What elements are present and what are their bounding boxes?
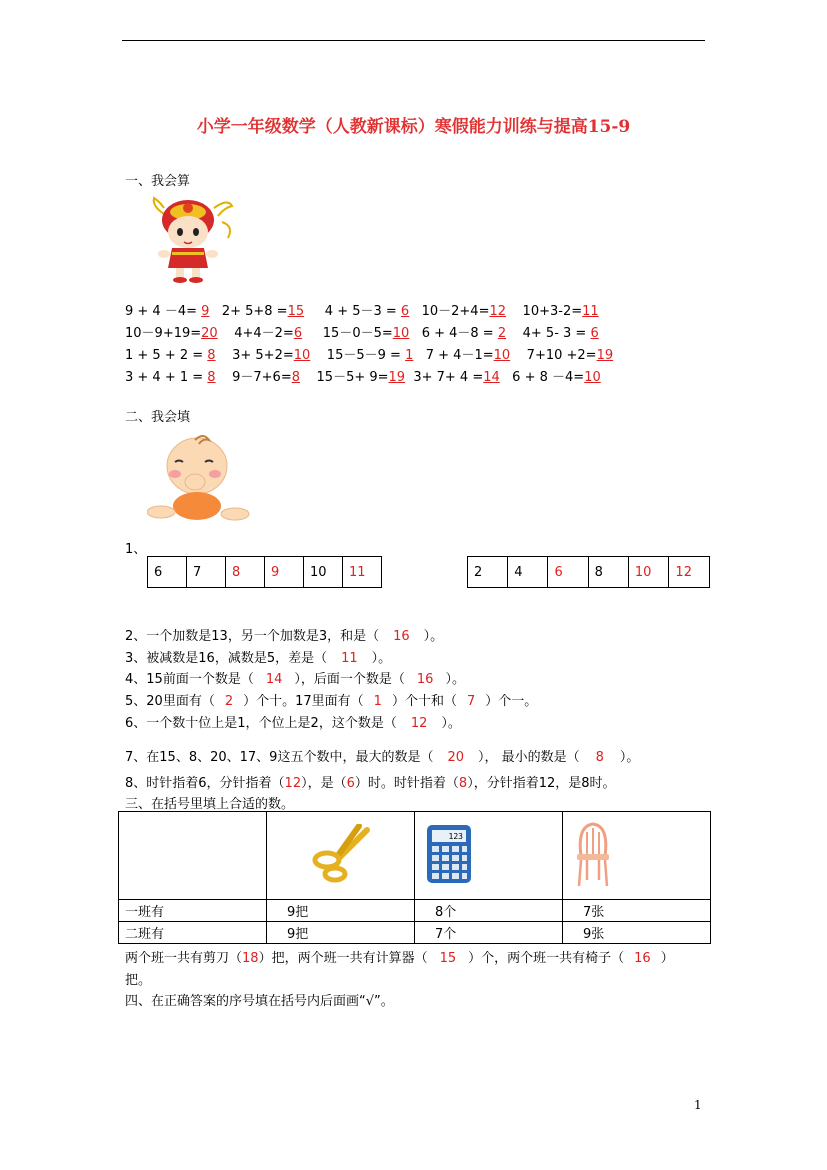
question-5: 5、20里面有（ 2 ）个十。17里面有（ 1 ）个十和（ 7 ）个一。	[125, 694, 538, 709]
calc-answer: 8	[207, 348, 216, 363]
calc-question: 7+10 +2=	[510, 348, 597, 363]
section2-heading: 二、我会填	[125, 410, 191, 425]
section4-heading: 四、在正确答案的序号填在括号内后面画“√”。	[125, 994, 394, 1009]
sum-line-cont: 把。	[125, 973, 152, 988]
header-rule	[122, 40, 705, 41]
question-7: 7、在15、8、20、17、9这五个数中，最大的数是（ 20 ）， 最小的数是（ 8 ）。	[125, 750, 640, 765]
calc-answer: 19	[596, 348, 614, 363]
calc-question: 4 + 5－3 =	[304, 304, 401, 319]
calc-answer: 10	[584, 370, 601, 385]
calc-answer: 8	[291, 370, 300, 385]
question-2: 2、一个加数是13，另一个加数是3，和是（ 16 ）。	[125, 629, 444, 644]
calc-answer: 11	[582, 304, 599, 319]
sequence-cell: 4	[508, 557, 548, 588]
answer-q8-minute: 12	[284, 776, 302, 791]
classroom-items-table	[118, 811, 711, 944]
chair-icon	[573, 820, 613, 888]
answer-q6: 12	[410, 716, 428, 731]
calc-answer: 9	[201, 304, 210, 319]
calc-question: 9－7+6=	[215, 370, 292, 385]
calc-row	[125, 366, 601, 385]
calculator-icon	[425, 823, 473, 885]
sequence-cell: 11	[343, 557, 382, 588]
calc-row	[125, 322, 599, 341]
calc-question: 15－5+ 9=	[300, 370, 389, 385]
calc-row	[125, 300, 599, 319]
calculator-display-text: 123	[448, 831, 463, 841]
item1-label: 1、	[125, 542, 147, 557]
sequence-cell: 6	[148, 557, 187, 588]
question-8: 8、时针指着6，分针指着（12），是（6）时。时针指着（8），分针指着12，是8时。	[125, 776, 616, 791]
answer-total-chairs: 16	[634, 951, 651, 966]
calc-answer: 6	[400, 304, 410, 319]
row2-scissors: 9把	[267, 922, 415, 944]
answer-q8-hour: 6	[346, 776, 355, 791]
answer-q4-before: 14	[265, 672, 283, 687]
answer-q2: 16	[393, 629, 410, 644]
calc-question: 6 + 4－8 =	[409, 326, 498, 341]
calculator-cell	[415, 812, 563, 900]
calc-question: 15－5－9 =	[310, 348, 406, 363]
calc-answer: 14	[483, 370, 500, 385]
answer-q7-max: 20	[447, 750, 464, 765]
row1-scissors: 9把	[267, 900, 415, 922]
header-empty-cell	[119, 812, 267, 900]
row1-calculators: 8个	[415, 900, 563, 922]
answer-q5-tens: 2	[224, 694, 234, 709]
question-4: 4、15前面一个数是（ 14 ），后面一个数是（ 16 ）。	[125, 672, 465, 687]
number-sequence-b	[467, 556, 710, 588]
sequence-cell: 2	[468, 557, 508, 588]
answer-q5-ones: 7	[466, 694, 476, 709]
calc-question: 15－0－5=	[302, 326, 393, 341]
row2-label: 二班有	[119, 922, 267, 944]
sequence-cell: 8	[588, 557, 628, 588]
sequence-cell: 9	[265, 557, 304, 588]
answer-total-scissors: 18	[242, 951, 259, 966]
calc-question: 3+ 7+ 4 =	[405, 370, 484, 385]
sequence-cell: 10	[628, 557, 669, 588]
calc-question: 3 + 4 + 1 =	[125, 370, 208, 385]
calc-question: 7 + 4－1=	[413, 348, 494, 363]
sequence-cell: 12	[669, 557, 710, 588]
answer-total-calculators: 15	[439, 951, 457, 966]
sequence-cell: 8	[226, 557, 265, 588]
calc-answer: 10	[293, 348, 311, 363]
answer-q3: 11	[341, 651, 358, 666]
scissors-cell	[267, 812, 415, 900]
scissors-icon	[309, 824, 373, 884]
calc-answer: 8	[207, 370, 216, 385]
answer-q8-hour2: 8	[458, 776, 468, 791]
calc-question: 2+ 5+8 =	[209, 304, 288, 319]
calc-answer: 1	[405, 348, 414, 363]
calc-question: 4+ 5- 3 =	[506, 326, 591, 341]
calc-answer: 6	[590, 326, 599, 341]
calc-question: 6 + 8 －4=	[499, 370, 585, 385]
sequence-cell: 10	[304, 557, 343, 588]
answer-q7-min: 8	[595, 750, 604, 765]
calc-question: 10－2+4=	[409, 304, 490, 319]
page-title: 小学一年级数学（人教新课标）寒假能力训练与提高15-9	[196, 117, 631, 137]
cartoon-girl-image	[150, 192, 234, 286]
calc-question: 9 + 4 －4=	[125, 304, 202, 319]
section3-heading: 三、在括号里填上合适的数。	[125, 797, 295, 812]
calc-question: 4+4－2=	[217, 326, 294, 341]
calc-answer: 20	[201, 326, 218, 341]
question-6: 6、一个数十位上是1，个位上是2，这个数是（ 12 ）。	[125, 716, 461, 731]
row1-chairs: 7张	[563, 900, 711, 922]
question-3: 3、被减数是16，减数是5，差是（ 11 ）。	[125, 651, 392, 666]
answer-q5-tens2: 1	[373, 694, 382, 709]
calc-row	[125, 344, 613, 363]
row2-chairs: 9张	[563, 922, 711, 944]
answer-q4-after: 16	[416, 672, 434, 687]
chair-cell	[563, 812, 711, 900]
row2-calculators: 7个	[415, 922, 563, 944]
calc-answer: 15	[287, 304, 305, 319]
calc-answer: 12	[489, 304, 507, 319]
number-sequence-a	[147, 556, 382, 588]
calc-answer: 6	[293, 326, 303, 341]
calc-question: 10+3-2=	[506, 304, 583, 319]
calc-question: 10－9+19=	[125, 326, 202, 341]
sequence-cell: 7	[187, 557, 226, 588]
calc-question: 1 + 5 + 2 =	[125, 348, 208, 363]
calc-answer: 19	[388, 370, 406, 385]
page-number: 1	[694, 1098, 702, 1112]
section1-heading: 一、我会算	[125, 174, 191, 189]
sequence-cell: 6	[548, 557, 588, 588]
calc-question: 3+ 5+2=	[215, 348, 294, 363]
row1-label: 一班有	[119, 900, 267, 922]
calc-answer: 2	[497, 326, 507, 341]
sum-line: 两个班一共有剪刀（18）把，两个班一共有计算器（ 15 ）个，两个班一共有椅子（ 16 ）	[125, 951, 674, 966]
cartoon-baby-image	[147, 432, 251, 524]
calc-answer: 10	[392, 326, 410, 341]
calc-answer: 10	[493, 348, 511, 363]
